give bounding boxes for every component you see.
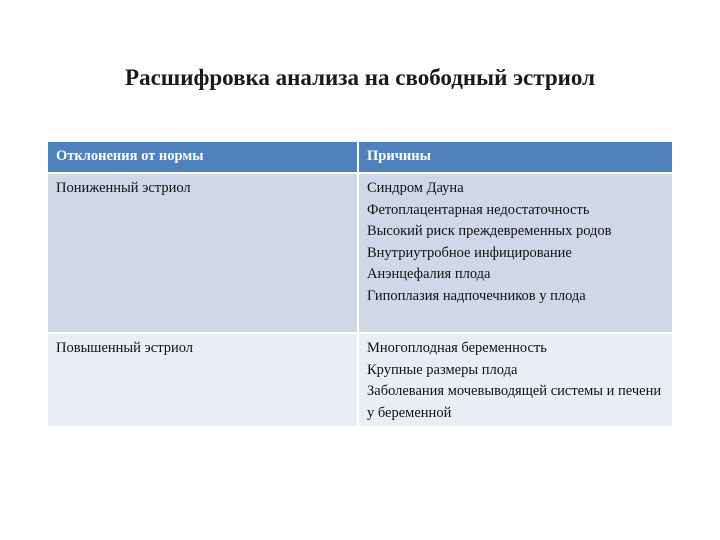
- cause-item: Крупные размеры плода: [367, 361, 518, 378]
- header-causes: Причины: [358, 142, 672, 173]
- cause-item: Внутриутробное инфицирование: [367, 244, 572, 261]
- cause-item: Высокий риск преждевременных родов: [367, 223, 612, 239]
- estriol-table: [48, 142, 672, 428]
- header-deviation: Отклонения от нормы: [48, 142, 358, 173]
- slide-title: Расшифровка анализа на свободный эстриол: [125, 65, 595, 90]
- cause-item: Заболевания мочевыводящей системы и печени у беременной: [367, 383, 662, 421]
- deviation-cell: Пониженный эстриол: [48, 173, 358, 333]
- cause-item: Гипоплазия надпочечников у плода: [367, 287, 586, 304]
- table-row: [48, 333, 672, 427]
- cause-item: Фетоплацентарная недостаточность: [367, 201, 590, 218]
- cause-item: Синдром Дауна: [367, 180, 464, 196]
- cause-item: Многоплодная беременность: [367, 340, 547, 356]
- table-header-row: [48, 142, 672, 173]
- cause-item: Анэнцефалия плода: [367, 266, 491, 282]
- causes-cell: [358, 333, 672, 427]
- table-row: [48, 173, 672, 333]
- deviation-cell: Повышенный эстриол: [48, 333, 358, 427]
- causes-cell: [358, 173, 672, 333]
